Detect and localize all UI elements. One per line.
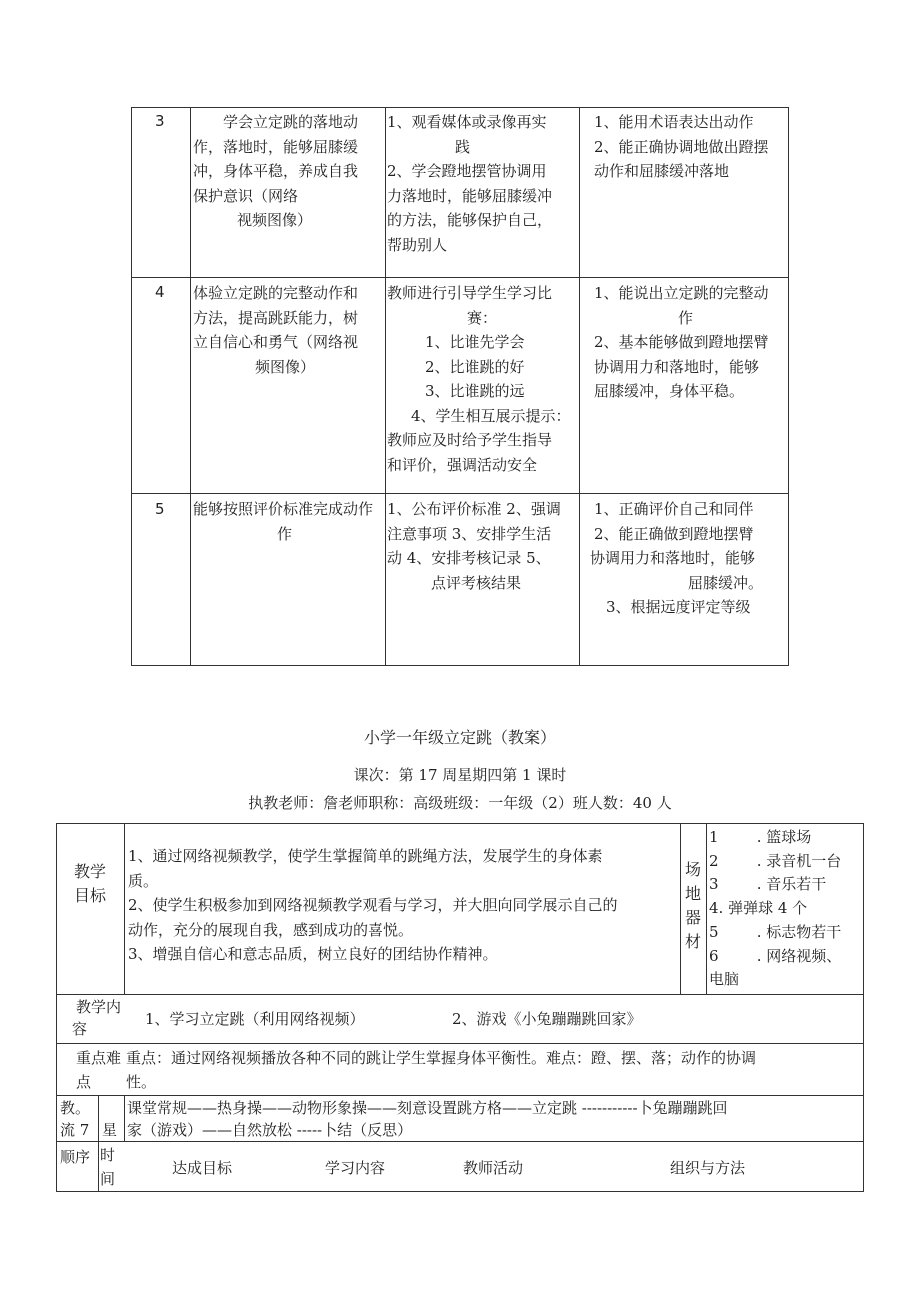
venue-item: 2 . 录音机一台 xyxy=(709,851,842,870)
text-line: 教师应及时给予学生指导 xyxy=(387,431,553,449)
text-line: 1、能用术语表达出动作 xyxy=(594,113,754,131)
flow-label-extra: 星 xyxy=(102,1121,118,1139)
text-line: 立自信心和勇气（网络视 xyxy=(193,333,359,351)
header-time-line: 时 xyxy=(100,1146,116,1164)
text-line: 力落地时，能够屈膝缓冲 xyxy=(387,186,553,205)
text-line: 频图像） xyxy=(255,357,316,376)
venue-list xyxy=(709,826,863,992)
text-line: 方法，提高跳跃能力，树 xyxy=(193,308,359,327)
text-line: 1、正确评价自己和同伴 xyxy=(594,500,754,518)
text-line: 4、学生相互展示提示： xyxy=(411,406,571,425)
content-label-line: 容 xyxy=(72,1020,88,1038)
goal-line: 2、使学生积极参加到网络视频教学观看与学习，并大胆向同学展示自己的 xyxy=(128,896,618,914)
key-label xyxy=(58,1046,124,1094)
flow-label xyxy=(60,1097,100,1141)
goals-label-line: 教学 xyxy=(73,862,106,881)
key-label-line: 重点难 xyxy=(76,1049,122,1067)
eval-cell xyxy=(594,281,788,404)
goals-label-line: 目标 xyxy=(73,886,106,905)
text-line: 践 xyxy=(455,137,471,156)
goal-line: 动作，充分的展现自我，感到成功的喜悦。 xyxy=(128,920,414,939)
header-time-line: 间 xyxy=(100,1170,116,1188)
goal-cell xyxy=(193,497,383,546)
text-line: 点评考核结果 xyxy=(431,573,522,592)
key-line: 重点：通过网络视频播放各种不同的跳让学生掌握身体平衡性。难点：蹬、摆、落；动作的协调 xyxy=(126,1049,757,1067)
text-line: 教师进行引导学生学习比 xyxy=(387,284,553,302)
text-line: 保护意识（网络 xyxy=(193,186,299,205)
page-title: 小学一年级立定跳（教案） xyxy=(363,728,556,747)
venue-item: 3 . 音乐若干 xyxy=(709,875,827,894)
text-line: 注意事项 3、安排学生活 xyxy=(387,524,552,543)
key-text xyxy=(126,1046,862,1094)
venue-item: 6 . 网络视频、 xyxy=(709,946,842,965)
text-line: 体验立定跳的完整动作和 xyxy=(193,284,359,302)
header-cell: 教师活动 xyxy=(463,1159,524,1177)
text-line: 动作和屈膝缓冲落地 xyxy=(594,162,730,180)
eval-cell xyxy=(594,110,788,184)
text-line: 能够按照评价标准完成动作 xyxy=(193,500,374,518)
venue-item: 1 . 篮球场 xyxy=(709,828,812,846)
venue-label-char: 地 xyxy=(684,884,701,903)
text-line: 帮助别人 xyxy=(387,235,448,254)
venue-item: 4. 弹弹球 4 个 xyxy=(709,899,808,918)
text-line: 屈膝缓冲。 xyxy=(688,573,764,592)
text-line: 作，落地时，能够屈膝缓 xyxy=(193,137,359,156)
goal-cell xyxy=(193,110,383,233)
text-line: 的方法，能够保护自己， xyxy=(387,211,553,229)
header-time xyxy=(100,1143,115,1191)
activity-cell xyxy=(387,110,577,257)
content-item: 2、游戏《小兔蹦蹦跳回家》 xyxy=(452,1010,642,1028)
header-order: 顺序 xyxy=(60,1148,91,1166)
venue-label-char: 场 xyxy=(684,860,701,879)
text-line: 1、能说出立定跳的完整动 xyxy=(594,284,769,302)
row-number: 5 xyxy=(155,500,165,518)
activity-cell xyxy=(387,281,577,477)
venue-label-char: 材 xyxy=(684,932,701,951)
lesson-info: 课次：第 17 周星期四第 1 课时 xyxy=(353,766,567,784)
text-line: 协调用力和落地时，能够 xyxy=(590,549,756,567)
content-label-line: 教学内 xyxy=(76,998,122,1016)
text-line: 学会立定跳的落地动 xyxy=(223,113,359,131)
text-line: 2、基本能够做到蹬地摆臂 xyxy=(594,333,769,351)
text-line: 协调用力和落地时，能够 xyxy=(594,357,760,376)
goal-line: 3、增强自信心和意志品质，树立良好的团结协作精神。 xyxy=(128,945,498,963)
text-line: 3、比谁跳的远 xyxy=(425,382,525,400)
text-line: 和评价，强调活动安全 xyxy=(387,455,538,474)
goals-label xyxy=(56,860,124,908)
venue-item: 电脑 xyxy=(709,970,740,989)
header-cell: 组织与方法 xyxy=(670,1159,746,1177)
text-line: 2、能正确做到蹬地摆臂 xyxy=(594,524,754,543)
flow-text xyxy=(127,1097,863,1141)
goals-text xyxy=(128,844,680,967)
text-line: 作 xyxy=(678,308,694,327)
venue-label xyxy=(680,858,706,954)
text-line: 1、公布评价标准 2、强调 xyxy=(387,500,561,518)
content-label xyxy=(58,996,124,1040)
text-line: 屈膝缓冲，身体平稳。 xyxy=(594,382,745,400)
text-line: 视频图像） xyxy=(237,211,313,229)
text-line: 1、比谁先学会 xyxy=(425,333,525,351)
teacher-info: 执教老师：詹老师职称：高级班级：一年级（2）班人数：40 人 xyxy=(248,794,672,812)
goal-line: 质。 xyxy=(128,871,159,890)
key-label-line: 点 xyxy=(76,1073,92,1091)
flow-line: 课堂常规——热身操——动物形象操——刻意设置跳方格——立定跳 -----------卜兔蹦蹦跳回 xyxy=(127,1099,728,1117)
text-line: 1、观看媒体或录像再实 xyxy=(387,113,547,131)
text-line: 2、比谁跳的好 xyxy=(425,357,525,376)
text-line: 2、学会蹬地摆管协调用 xyxy=(387,162,547,180)
venue-item: 5 . 标志物若干 xyxy=(709,922,842,941)
row-number: 3 xyxy=(155,112,165,130)
text-line: 3、根据远度评定等级 xyxy=(606,598,751,616)
header-cell: 达成目标 xyxy=(172,1159,233,1177)
row-number: 4 xyxy=(155,283,165,301)
content-item: 1、学习立定跳（利用网络视频） xyxy=(145,1010,365,1028)
text-line: 赛： xyxy=(467,308,498,327)
text-line: 2、能正确协调地做出蹬摆 xyxy=(594,137,769,156)
eval-cell xyxy=(590,497,786,620)
activity-cell xyxy=(387,497,577,595)
text-line: 冲，身体平稳，养成自我 xyxy=(193,162,359,180)
key-line: 性。 xyxy=(126,1073,157,1091)
text-line: 作 xyxy=(277,524,293,543)
goal-line: 1、通过网络视频教学，使学生掌握简单的跳绳方法，发展学生的身体素 xyxy=(128,847,603,865)
flow-line: 家（游戏）——自然放松 -----卜结（反思） xyxy=(127,1121,413,1139)
flow-label-line: 教。 xyxy=(60,1099,91,1117)
venue-label-char: 器 xyxy=(684,908,701,927)
text-line: 动 4、安排考核记录 5、 xyxy=(387,549,551,567)
goal-cell xyxy=(193,281,383,379)
flow-label-line: 流 7 xyxy=(60,1121,90,1139)
header-cell: 学习内容 xyxy=(325,1159,386,1177)
